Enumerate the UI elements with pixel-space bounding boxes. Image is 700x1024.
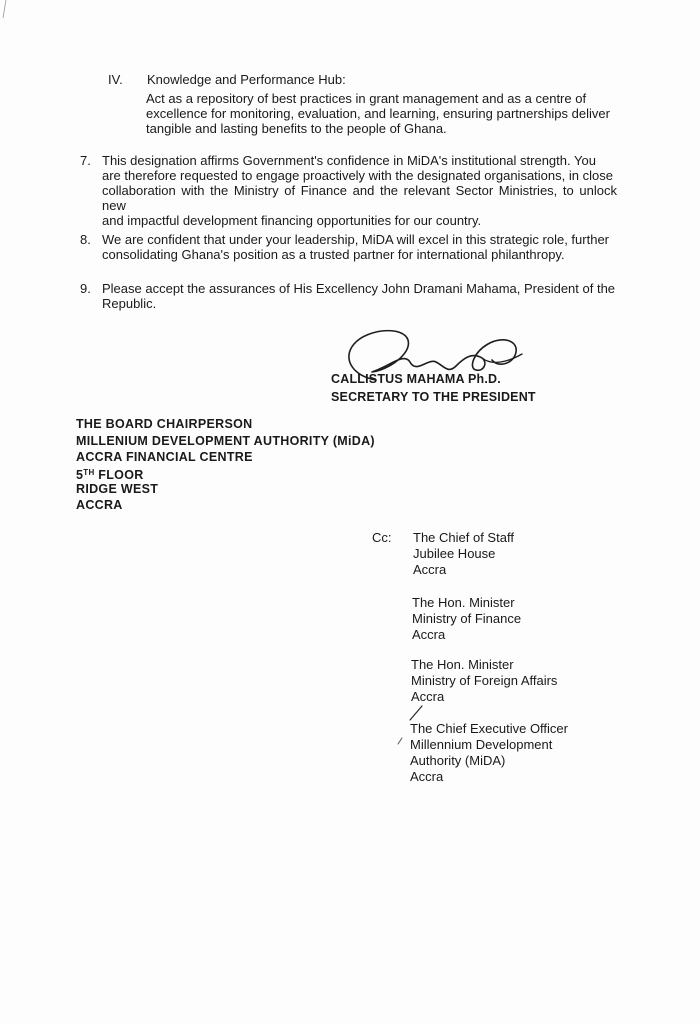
item-iv-line: excellence for monitoring, evaluation, and learning, ensuring partnerships deliver [146, 106, 610, 121]
cc-line: Jubilee House [413, 546, 496, 561]
addressee-line: ACCRA [76, 498, 123, 512]
item-iv-line: tangible and lasting benefits to the people of Ghana. [146, 121, 447, 136]
item-iv-title: Knowledge and Performance Hub: [147, 72, 346, 87]
cc-line: The Chief of Staff [413, 530, 514, 545]
item-iv-line: Act as a repository of best practices in grant management and as a centre of [146, 91, 587, 106]
addressee-line: RIDGE WEST [76, 482, 159, 496]
cc-line: Authority (MiDA) [410, 753, 506, 768]
paragraph-line: Please accept the assurances of His Excellency John Dramani Mahama, President of the [102, 281, 616, 296]
floor-number: 5 [76, 468, 84, 482]
cc-line: Ministry of Finance [412, 611, 522, 626]
paragraph-line: are therefore requested to engage proactively with the designated organisations, in close [102, 168, 613, 183]
addressee-line: THE BOARD CHAIRPERSON [76, 417, 253, 431]
cc-line: Accra [410, 769, 444, 784]
paragraph-number: 8. [80, 232, 91, 247]
cc-recipient [412, 595, 521, 643]
cc-line: Ministry of Foreign Affairs [411, 673, 558, 688]
floor-ordinal: TH [83, 468, 95, 477]
paragraph-text [102, 153, 617, 228]
cc-line: Accra [411, 689, 445, 704]
paragraph-line: This designation affirms Government's confidence in MiDA's institutional strength. You [102, 153, 596, 168]
paragraph-text [102, 232, 617, 262]
addressee-line: MILLENIUM DEVELOPMENT AUTHORITY (MiDA) [76, 434, 375, 448]
paragraph-line: and impactful development financing opportunities for our country. [102, 213, 482, 228]
corner-mark [0, 0, 20, 20]
paragraph-line: We are confident that under your leadership, MiDA will excel in this strategic role, further [102, 232, 609, 247]
paragraph-line: consolidating Ghana's position as a trusted partner for international philanthropy. [102, 247, 565, 262]
cc-line: The Hon. Minister [412, 595, 515, 610]
paragraph-number: 7. [80, 153, 91, 168]
cc-line: Accra [413, 562, 447, 577]
floor-word: FLOOR [94, 468, 144, 482]
cc-recipient [411, 657, 557, 705]
signatory-title: SECRETARY TO THE PRESIDENT [331, 390, 536, 404]
paragraph-text [102, 281, 617, 311]
item-iv-body [146, 91, 616, 136]
cc-recipient [413, 530, 514, 578]
cc-recipient [410, 721, 568, 785]
paragraph-line: Republic. [102, 296, 157, 311]
item-iv-numeral: IV. [108, 72, 123, 87]
cc-line: Accra [412, 627, 446, 642]
cc-line: The Hon. Minister [411, 657, 514, 672]
signatory-name: CALLISTUS MAHAMA Ph.D. [331, 372, 501, 386]
paragraph-line: collaboration with the Ministry of Finance and the relevant Sector Ministries, to unlock new [102, 183, 617, 213]
addressee-line: ACCRA FINANCIAL CENTRE [76, 450, 253, 464]
cc-line: Millennium Development [410, 737, 553, 752]
cc-label: Cc: [372, 530, 392, 545]
paragraph-number: 9. [80, 281, 91, 296]
cc-line: The Chief Executive Officer [410, 721, 568, 736]
